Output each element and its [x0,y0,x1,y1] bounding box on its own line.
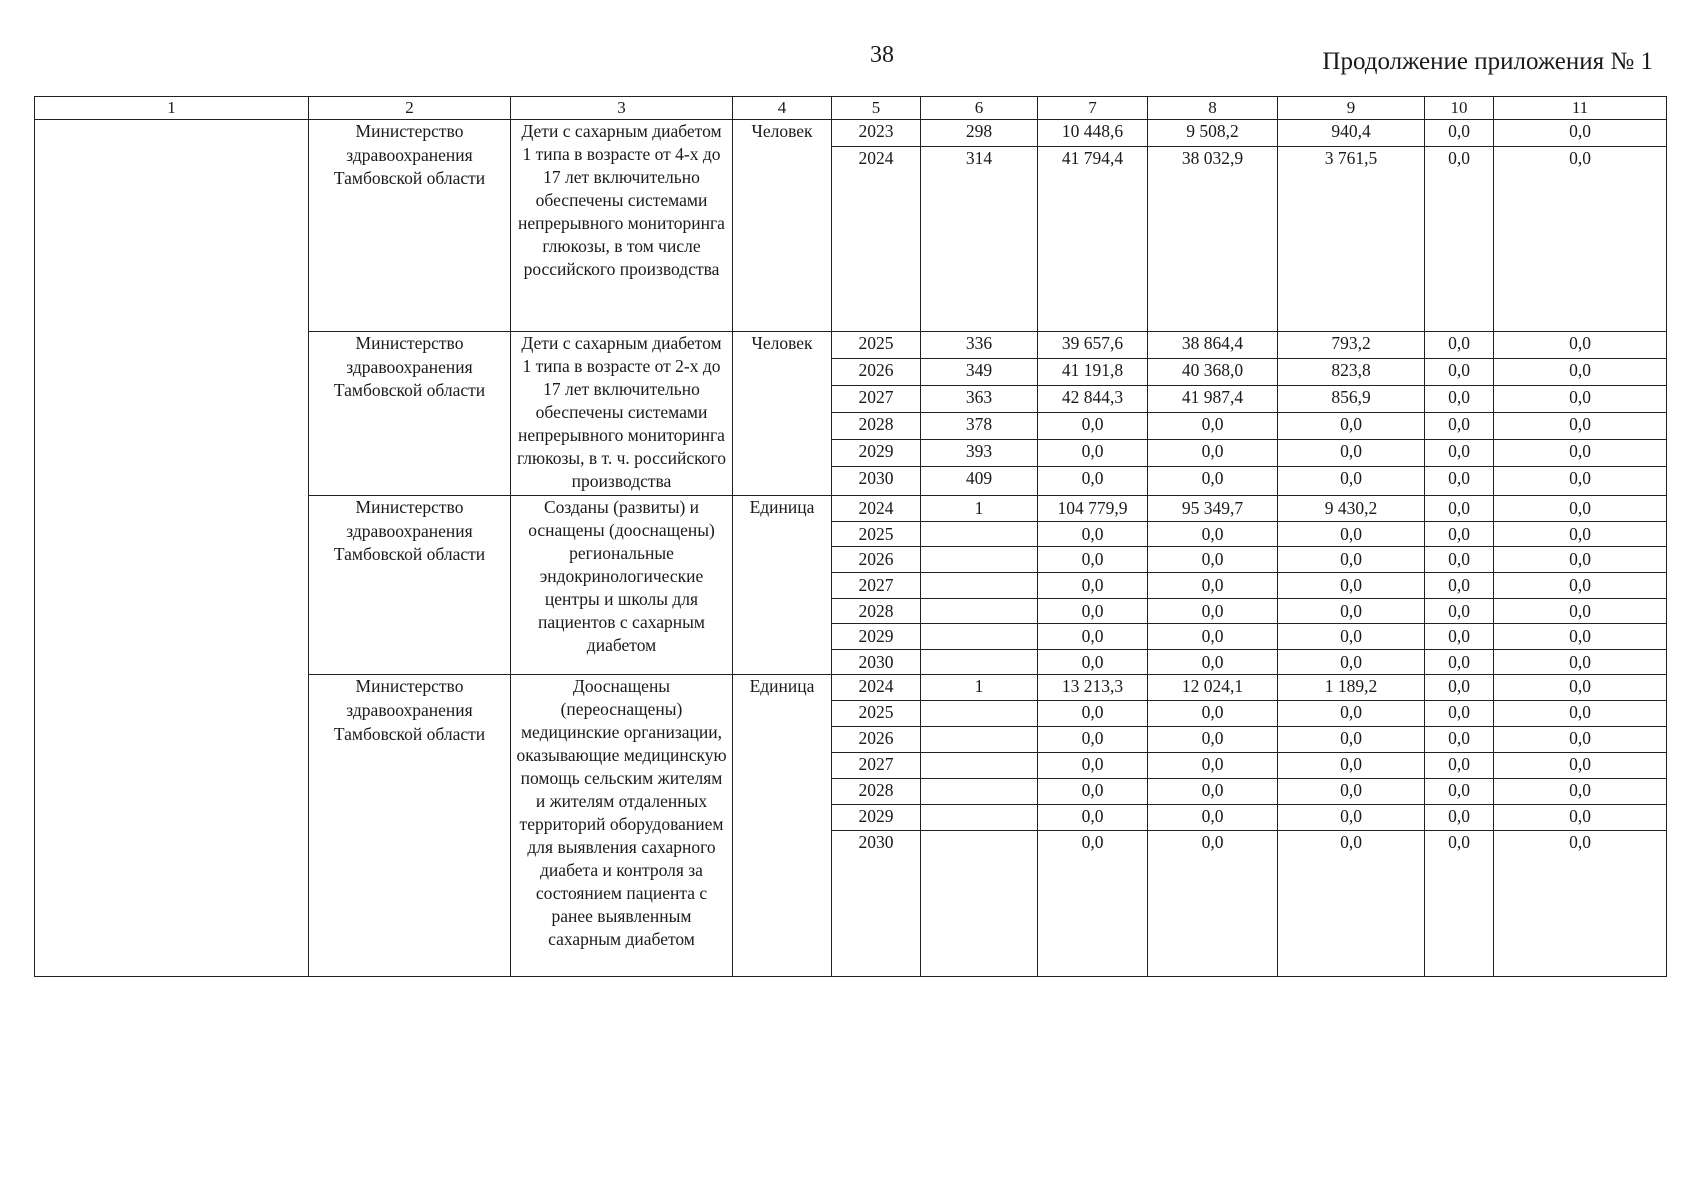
total-cell: 42 844,3 [1038,386,1148,413]
federal-cell: 12 024,1 [1148,675,1278,701]
regional-cell: 0,0 [1278,649,1425,675]
federal-cell: 38 032,9 [1148,147,1278,332]
col11-cell: 0,0 [1494,649,1667,675]
quantity-cell [921,649,1038,675]
federal-cell: 0,0 [1148,440,1278,467]
quantity-cell [921,624,1038,650]
result-description-cell: Дооснащены (переоснащены) медицинские организации, оказывающие медицинскую помощь сельским жителям и жителям отдаленных территорий оборудованием для выявления сахарного диабета и контроля за состоянием пациента с ранее выявленным сахарным диабетом [511,675,733,977]
regional-cell: 0,0 [1278,467,1425,496]
year-cell: 2026 [832,359,921,386]
col11-cell: 0,0 [1494,496,1667,522]
total-cell: 0,0 [1038,572,1148,598]
column-header: 7 [1038,97,1148,120]
col11-cell: 0,0 [1494,753,1667,779]
col10-cell: 0,0 [1425,753,1494,779]
year-cell: 2024 [832,147,921,332]
total-cell: 0,0 [1038,521,1148,547]
col11-cell: 0,0 [1494,805,1667,831]
col10-cell: 0,0 [1425,120,1494,147]
col11-cell: 0,0 [1494,386,1667,413]
year-cell: 2029 [832,624,921,650]
unit-cell: Единица [733,496,832,675]
quantity-cell: 298 [921,120,1038,147]
year-cell: 2026 [832,727,921,753]
appendix-continuation-label: Продолжение приложения № 1 [1322,48,1653,75]
federal-cell: 0,0 [1148,572,1278,598]
col10-cell: 0,0 [1425,467,1494,496]
col10-cell: 0,0 [1425,359,1494,386]
quantity-cell: 393 [921,440,1038,467]
year-cell: 2030 [832,467,921,496]
col10-cell: 0,0 [1425,332,1494,359]
col10-cell: 0,0 [1425,624,1494,650]
col11-cell: 0,0 [1494,831,1667,977]
column-header: 10 [1425,97,1494,120]
regional-cell: 793,2 [1278,332,1425,359]
total-cell: 0,0 [1038,779,1148,805]
col10-cell: 0,0 [1425,521,1494,547]
regional-cell: 0,0 [1278,805,1425,831]
total-cell: 41 794,4 [1038,147,1148,332]
col10-cell: 0,0 [1425,572,1494,598]
page-number: 38 [870,42,894,68]
column-header: 3 [511,97,733,120]
year-cell: 2028 [832,779,921,805]
col11-cell: 0,0 [1494,779,1667,805]
year-cell: 2025 [832,332,921,359]
col10-cell: 0,0 [1425,805,1494,831]
quantity-cell [921,753,1038,779]
total-cell: 0,0 [1038,624,1148,650]
federal-cell: 0,0 [1148,624,1278,650]
regional-cell: 0,0 [1278,598,1425,624]
col11-cell: 0,0 [1494,147,1667,332]
column-header: 11 [1494,97,1667,120]
column-header: 6 [921,97,1038,120]
federal-cell: 0,0 [1148,547,1278,573]
column-header: 2 [309,97,511,120]
col11-cell: 0,0 [1494,727,1667,753]
col10-cell: 0,0 [1425,727,1494,753]
unit-cell: Единица [733,675,832,977]
table-body [35,120,1667,977]
col11-cell: 0,0 [1494,440,1667,467]
total-cell: 13 213,3 [1038,675,1148,701]
quantity-cell: 1 [921,675,1038,701]
quantity-cell [921,831,1038,977]
total-cell: 104 779,9 [1038,496,1148,522]
year-cell: 2029 [832,805,921,831]
col10-cell: 0,0 [1425,701,1494,727]
regional-cell: 0,0 [1278,779,1425,805]
quantity-cell: 378 [921,413,1038,440]
regional-cell: 940,4 [1278,120,1425,147]
regional-cell: 0,0 [1278,572,1425,598]
total-cell: 0,0 [1038,831,1148,977]
quantity-cell [921,547,1038,573]
col11-cell: 0,0 [1494,547,1667,573]
col11-cell: 0,0 [1494,413,1667,440]
year-cell: 2024 [832,675,921,701]
federal-cell: 41 987,4 [1148,386,1278,413]
table-row [35,120,1667,147]
federal-cell: 0,0 [1148,467,1278,496]
col11-cell: 0,0 [1494,572,1667,598]
col11-cell: 0,0 [1494,624,1667,650]
year-cell: 2030 [832,831,921,977]
col11-cell: 0,0 [1494,675,1667,701]
quantity-cell [921,727,1038,753]
regional-cell: 0,0 [1278,413,1425,440]
total-cell: 0,0 [1038,649,1148,675]
year-cell: 2025 [832,701,921,727]
total-cell: 0,0 [1038,467,1148,496]
col11-cell: 0,0 [1494,598,1667,624]
regional-cell: 9 430,2 [1278,496,1425,522]
quantity-cell [921,572,1038,598]
appendix-table [34,96,1667,977]
regional-cell: 823,8 [1278,359,1425,386]
regional-cell: 0,0 [1278,521,1425,547]
federal-cell: 0,0 [1148,727,1278,753]
year-cell: 2027 [832,386,921,413]
total-cell: 0,0 [1038,413,1148,440]
federal-cell: 0,0 [1148,598,1278,624]
organization-cell: Министерство здравоохранения Тамбовской области [309,496,511,675]
quantity-cell: 409 [921,467,1038,496]
year-cell: 2027 [832,753,921,779]
column-number-row [35,97,1667,120]
year-cell: 2024 [832,496,921,522]
quantity-cell: 1 [921,496,1038,522]
federal-cell: 0,0 [1148,805,1278,831]
unit-cell: Человек [733,332,832,496]
quantity-cell [921,521,1038,547]
total-cell: 0,0 [1038,598,1148,624]
total-cell: 41 191,8 [1038,359,1148,386]
total-cell: 10 448,6 [1038,120,1148,147]
col10-cell: 0,0 [1425,147,1494,332]
regional-cell: 0,0 [1278,440,1425,467]
unit-cell: Человек [733,120,832,332]
organization-cell: Министерство здравоохранения Тамбовской области [309,332,511,496]
federal-cell: 40 368,0 [1148,359,1278,386]
col11-cell: 0,0 [1494,120,1667,147]
result-description-cell: Дети с сахарным диабетом 1 типа в возрасте от 2-х до 17 лет включительно обеспечены системами непрерывного мониторинга глюкозы, в т. ч. российского производства [511,332,733,496]
federal-cell: 0,0 [1148,521,1278,547]
year-cell: 2026 [832,547,921,573]
quantity-cell [921,779,1038,805]
col10-cell: 0,0 [1425,413,1494,440]
federal-cell: 0,0 [1148,779,1278,805]
year-cell: 2028 [832,598,921,624]
federal-cell: 0,0 [1148,701,1278,727]
col10-cell: 0,0 [1425,675,1494,701]
year-cell: 2023 [832,120,921,147]
col10-cell: 0,0 [1425,598,1494,624]
col10-cell: 0,0 [1425,496,1494,522]
federal-cell: 95 349,7 [1148,496,1278,522]
organization-cell: Министерство здравоохранения Тамбовской области [309,120,511,332]
federal-cell: 0,0 [1148,831,1278,977]
column-header: 5 [832,97,921,120]
year-cell: 2027 [832,572,921,598]
quantity-cell [921,598,1038,624]
quantity-cell [921,701,1038,727]
year-cell: 2025 [832,521,921,547]
total-cell: 0,0 [1038,805,1148,831]
col10-cell: 0,0 [1425,440,1494,467]
col11-cell: 0,0 [1494,701,1667,727]
column-header: 1 [35,97,309,120]
regional-cell: 0,0 [1278,701,1425,727]
total-cell: 0,0 [1038,440,1148,467]
total-cell: 0,0 [1038,727,1148,753]
col11-cell: 0,0 [1494,332,1667,359]
regional-cell: 0,0 [1278,624,1425,650]
federal-cell: 38 864,4 [1148,332,1278,359]
regional-cell: 0,0 [1278,547,1425,573]
federal-cell: 9 508,2 [1148,120,1278,147]
result-description-cell: Созданы (развиты) и оснащены (дооснащены) региональные эндокринологические центры и школы для пациентов с сахарным диабетом [511,496,733,675]
column-header: 8 [1148,97,1278,120]
col10-cell: 0,0 [1425,779,1494,805]
regional-cell: 856,9 [1278,386,1425,413]
total-cell: 0,0 [1038,547,1148,573]
result-description-cell: Дети с сахарным диабетом 1 типа в возрасте от 4-х до 17 лет включительно обеспечены системами непрерывного мониторинга глюкозы, в том числе российского производства [511,120,733,332]
total-cell: 0,0 [1038,701,1148,727]
quantity-cell: 336 [921,332,1038,359]
regional-cell: 0,0 [1278,753,1425,779]
col10-cell: 0,0 [1425,547,1494,573]
col10-cell: 0,0 [1425,649,1494,675]
year-cell: 2030 [832,649,921,675]
column-header: 4 [733,97,832,120]
federal-cell: 0,0 [1148,649,1278,675]
empty-column-1-cell [35,120,309,977]
col10-cell: 0,0 [1425,386,1494,413]
federal-cell: 0,0 [1148,413,1278,440]
year-cell: 2029 [832,440,921,467]
quantity-cell: 363 [921,386,1038,413]
quantity-cell [921,805,1038,831]
quantity-cell: 314 [921,147,1038,332]
year-cell: 2028 [832,413,921,440]
regional-cell: 0,0 [1278,831,1425,977]
total-cell: 39 657,6 [1038,332,1148,359]
regional-cell: 1 189,2 [1278,675,1425,701]
col11-cell: 0,0 [1494,521,1667,547]
col11-cell: 0,0 [1494,467,1667,496]
quantity-cell: 349 [921,359,1038,386]
regional-cell: 3 761,5 [1278,147,1425,332]
col10-cell: 0,0 [1425,831,1494,977]
column-header: 9 [1278,97,1425,120]
col11-cell: 0,0 [1494,359,1667,386]
organization-cell: Министерство здравоохранения Тамбовской области [309,675,511,977]
regional-cell: 0,0 [1278,727,1425,753]
federal-cell: 0,0 [1148,753,1278,779]
total-cell: 0,0 [1038,753,1148,779]
